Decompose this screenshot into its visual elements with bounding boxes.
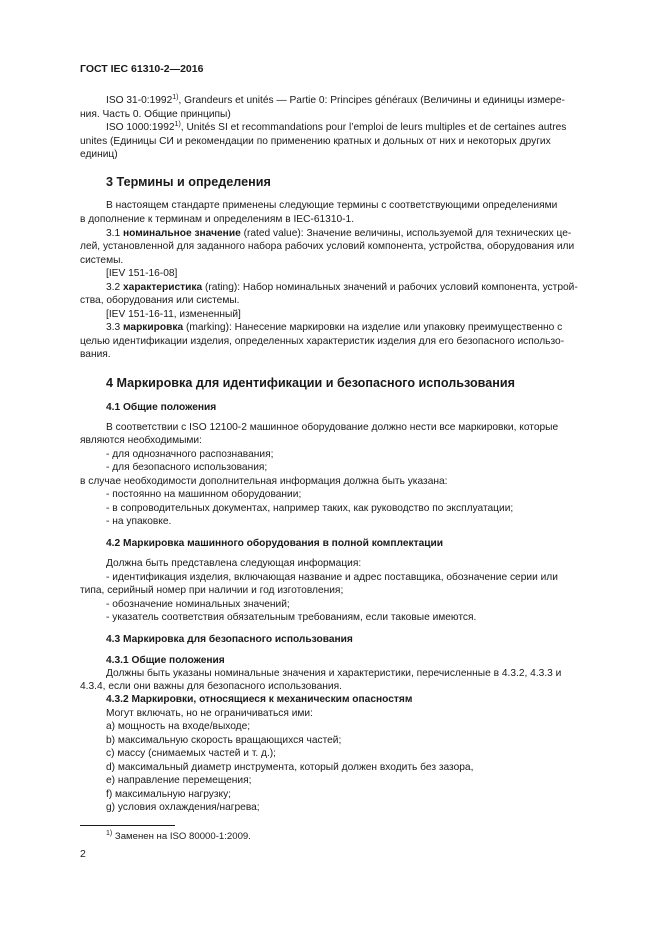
paragraph-line: лей, установленной для заданного набора рабочих условий компонента, устройства, оборудования или: [80, 241, 575, 252]
list-item: f) максимальную нагрузку;: [106, 789, 232, 800]
reference-text-line: unites (Единицы СИ и рекомендации по применению кратных и дольных от них и некоторых других: [80, 136, 551, 147]
reference-iso1000: [106, 121, 566, 134]
term-name: маркировка: [123, 322, 184, 333]
list-item: - для безопасного использования;: [106, 462, 268, 473]
subsection-4-3-2-title: 4.3.2 Маркировки, относящиеся к механическим опасностям: [106, 694, 413, 705]
footnote-mark: 1): [172, 94, 179, 101]
subsection-4-2-title: 4.2 Маркировка машинного оборудования в полной комплектации: [106, 538, 444, 549]
list-item: - на упаковке.: [106, 516, 172, 527]
footnote-mark: 1): [174, 121, 181, 128]
subsection-4-3-title: 4.3 Маркировка для безопасного использования: [106, 634, 353, 645]
list-item: - идентификация изделия, включающая название и адрес поставщика, обозначение серии или: [106, 572, 558, 583]
section-3-title: 3 Термины и определения: [106, 175, 271, 189]
list-item: - указатель соответствия обязательным требованиям, если таковые имеются.: [106, 612, 477, 623]
footnote-mark: 1): [106, 830, 113, 837]
term-name: номинальное значение: [123, 228, 241, 239]
paragraph-line: В настоящем стандарте применены следующие термины с соответствующими определениями: [106, 200, 558, 211]
reference-text-line: единиц): [80, 149, 118, 160]
term-3-3: [106, 321, 562, 334]
footnote-text: Заменен на ISO 80000-1:2009.: [112, 831, 251, 842]
term-source: [IEV 151-16-08]: [106, 268, 178, 279]
paragraph-line: В соответствии с ISO 12100-2 машинное оборудование должно нести все маркировки, которые: [106, 422, 559, 433]
paragraph-line: Должны быть указаны номинальные значения и характеристики, перечисленные в 4.3.2, 4.3.3 и: [106, 668, 562, 679]
paragraph-line: являются необходимыми:: [80, 435, 202, 446]
paragraph-line: типа, серийный номер при наличии и год изготовления;: [80, 585, 344, 596]
term-definition: (marking): Нанесение маркировки на изделие или упаковку преимущественно с: [183, 322, 563, 333]
term-number: 3.2: [106, 282, 123, 293]
list-item: d) максимальный диаметр инструмента, который должен входить без зазора,: [106, 762, 474, 773]
reference-code: ISO 31-0:1992: [106, 95, 173, 106]
paragraph-line: целью идентификации изделия, определенных характеристик изделия для его безопасного использо-: [80, 336, 565, 347]
paragraph-line: Должна быть представлена следующая информация:: [106, 558, 362, 569]
list-item: g) условия охлаждения/нагрева;: [106, 802, 260, 813]
document-header: ГОСТ IEC 61310-2—2016: [80, 63, 204, 75]
reference-text-line: ния. Часть 0. Общие принципы): [80, 109, 231, 120]
term-definition: (rated value): Значение величины, используемой для технических це-: [240, 228, 572, 239]
term-number: 3.1: [106, 228, 123, 239]
reference-text: , Unités SI et recommandations pour l’emploi de leurs multiples et de certaines autres: [180, 122, 567, 133]
page-number: 2: [80, 848, 86, 860]
reference-code: ISO 1000:1992: [106, 122, 175, 133]
footnote: [106, 830, 251, 843]
term-number: 3.3: [106, 322, 123, 333]
section-4-title: 4 Маркировка для идентификации и безопасного использования: [106, 376, 515, 390]
paragraph-line: системы.: [80, 255, 124, 266]
list-item: e) направление перемещения;: [106, 775, 252, 786]
term-3-1: [106, 227, 571, 240]
list-item: - обозначение номинальных значений;: [106, 599, 290, 610]
paragraph-line: в случае необходимости дополнительная информация должна быть указана:: [80, 476, 448, 487]
list-item: b) максимальную скорость вращающихся частей;: [106, 735, 342, 746]
reference-text: , Grandeurs et unités — Partie 0: Principes généraux (Величины и единицы измере-: [178, 95, 565, 106]
list-item: - постоянно на машинном оборудовании;: [106, 489, 302, 500]
list-item: - в сопроводительных документах, например таких, как руководство по эксплуатации;: [106, 503, 514, 514]
paragraph-line: 4.3.4, если они важны для безопасного использования.: [80, 681, 342, 692]
term-definition: (rating): Набор номинальных значений и рабочих условий компонента, устрой-: [202, 282, 578, 293]
list-item: a) мощность на входе/выходе;: [106, 721, 251, 732]
footnote-divider: [80, 825, 175, 826]
term-name: характеристика: [123, 282, 203, 293]
subsection-4-1-title: 4.1 Общие положения: [106, 402, 217, 413]
list-item: - для однозначного распознавания;: [106, 449, 274, 460]
paragraph-line: в дополнение к терминам и определениям в IEC-61310-1.: [80, 214, 355, 225]
reference-iso31: [106, 94, 565, 107]
term-3-2: [106, 281, 578, 294]
paragraph-line: ства, оборудования или системы.: [80, 295, 240, 306]
paragraph-line: вания.: [80, 349, 111, 360]
paragraph-line: Могут включать, но не ограничиваться ими:: [106, 708, 313, 719]
term-source: [IEV 151-16-11, измененный]: [106, 309, 241, 320]
list-item: c) массу (снимаемых частей и т. д.);: [106, 748, 277, 759]
subsection-4-3-1-title: 4.3.1 Общие положения: [106, 655, 225, 666]
